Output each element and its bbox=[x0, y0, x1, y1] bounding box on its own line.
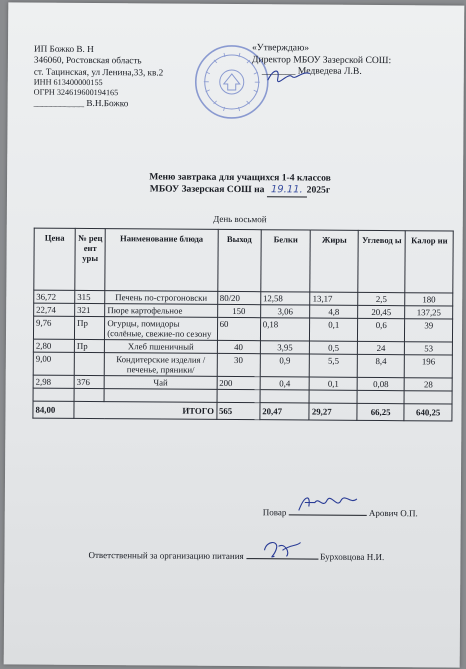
col-price: Цена bbox=[34, 228, 75, 290]
issuer-ogrn: ОГРН 324619600194165 bbox=[33, 87, 119, 98]
cook-signature-line bbox=[263, 504, 418, 518]
total-label: ИТОГО bbox=[74, 401, 217, 419]
document-page bbox=[4, 2, 465, 667]
responsible-signature bbox=[260, 538, 304, 560]
cell-carbs: 8,4 bbox=[357, 354, 405, 377]
cell-recipe: 321 bbox=[75, 303, 105, 316]
issuer-block bbox=[34, 44, 164, 111]
cell-price: 2,98 bbox=[33, 375, 74, 388]
table-row bbox=[33, 352, 452, 378]
cell-fat: 5,5 bbox=[310, 354, 358, 377]
cell-recipe: 315 bbox=[75, 290, 105, 303]
total-row bbox=[33, 401, 452, 421]
cell-dish: Кондитерские изделия /печенье, пряники/ bbox=[104, 353, 216, 377]
total-fat: 29,27 bbox=[309, 403, 357, 420]
cell-carbs: 20,45 bbox=[358, 305, 406, 318]
cell-yield: 40 bbox=[217, 340, 260, 353]
cell-carbs: 2,5 bbox=[358, 292, 406, 305]
cell-calories: 196 bbox=[405, 355, 453, 378]
cell-fat: 0,5 bbox=[310, 341, 358, 354]
issuer-inn: ИНН 613400000155 bbox=[33, 77, 103, 88]
col-dish: Наименование блюда bbox=[105, 229, 218, 292]
cell-price: 36,72 bbox=[34, 290, 75, 303]
cell-price: 9,76 bbox=[33, 316, 74, 339]
title-year: 2025г bbox=[306, 184, 331, 196]
issuer-name: ИП Божко В. Н bbox=[33, 43, 94, 55]
cell-dish: Печень по-строгоновски bbox=[105, 291, 217, 305]
cell-calories: 28 bbox=[405, 378, 453, 391]
issuer-address-2: ст. Тацинская, ул Ленина,33, кв.2 bbox=[33, 66, 164, 78]
cell-fat: 0,1 bbox=[310, 318, 358, 341]
cell-calories: 180 bbox=[405, 293, 453, 306]
col-calories: Калор ии bbox=[405, 231, 453, 293]
cook-signature bbox=[295, 492, 359, 516]
cell-carbs: 0,6 bbox=[357, 318, 405, 341]
cell-recipe: Пр bbox=[74, 316, 104, 339]
responsible-signature-line bbox=[88, 547, 384, 562]
cell-recipe: 376 bbox=[74, 375, 104, 388]
cell-recipe: Пр bbox=[74, 339, 104, 352]
cook-name: Арович О.П. bbox=[368, 507, 418, 519]
cell-recipe bbox=[74, 352, 104, 375]
cell-fat: 0,1 bbox=[310, 377, 358, 390]
cell-calories: 53 bbox=[405, 342, 453, 355]
responsible-name: Бурховцова Н.И. bbox=[320, 551, 385, 563]
title-line-2 bbox=[7, 182, 466, 198]
cell-fat: 13,17 bbox=[310, 292, 358, 305]
title-line-1: Меню завтрака для учащихся 1-4 классов bbox=[149, 171, 331, 184]
responsible-label: Ответственный за организацию питания bbox=[88, 549, 244, 562]
responsible-signature-blank bbox=[246, 548, 318, 560]
table-header-row bbox=[34, 228, 453, 293]
menu-table bbox=[32, 228, 453, 422]
cell-protein: 3,06 bbox=[260, 305, 310, 318]
cell-price: 2,80 bbox=[33, 339, 74, 352]
total-protein: 20,47 bbox=[260, 403, 310, 420]
cell-yield: 60 bbox=[217, 317, 260, 340]
cell-yield: 30 bbox=[217, 353, 260, 376]
approval-name: _______ Медведева Л.В. bbox=[261, 65, 362, 78]
cell-yield: 80/20 bbox=[217, 291, 260, 304]
day-label: День восьмой bbox=[213, 213, 267, 225]
col-yield: Выход bbox=[217, 229, 261, 291]
cell-fat: 4,8 bbox=[310, 305, 358, 318]
cell-yield: 150 bbox=[217, 304, 260, 317]
cell-dish: Чай bbox=[104, 376, 216, 390]
cook-signature-blank bbox=[289, 504, 367, 516]
document-title bbox=[7, 170, 466, 198]
cell-dish: Огурцы, помидоры (солёные, свежие-по сезону bbox=[105, 317, 217, 341]
cell-carbs: 0,08 bbox=[357, 377, 405, 390]
cell-protein: 0,9 bbox=[260, 354, 310, 377]
col-protein: Белки bbox=[261, 230, 311, 292]
cell-dish: Хлеб пшеничный bbox=[105, 340, 217, 354]
approval-heading: «Утверждаю» bbox=[251, 42, 310, 54]
cell-dish: Пюре картофельное bbox=[105, 304, 217, 318]
cell-carbs: 24 bbox=[357, 341, 405, 354]
director-signature bbox=[266, 64, 312, 86]
total-carbs: 66,25 bbox=[357, 403, 405, 420]
total-yield: 565 bbox=[216, 402, 259, 419]
title-school: МБОУ Зазерская СОШ на bbox=[149, 183, 265, 196]
cell-calories: 137,25 bbox=[405, 306, 453, 319]
col-recipe: № рец ент уры bbox=[75, 228, 106, 290]
table-row bbox=[33, 316, 452, 342]
cell-protein: 0,4 bbox=[260, 377, 310, 390]
total-price: 84,00 bbox=[33, 401, 74, 418]
approval-position: Директор МБОУ Зазерской СОШ: bbox=[251, 53, 392, 66]
cell-yield: 200 bbox=[217, 376, 260, 389]
cell-protein: 0,18 bbox=[260, 318, 310, 341]
cell-protein: 12,58 bbox=[260, 292, 310, 305]
cell-protein: 3,95 bbox=[260, 341, 310, 354]
menu-date: 19.11. bbox=[267, 184, 307, 197]
col-fat: Жиры bbox=[310, 230, 358, 292]
cook-label: Повар bbox=[262, 507, 287, 518]
cell-price: 9,00 bbox=[33, 352, 74, 375]
total-calories: 640,25 bbox=[404, 404, 452, 421]
issuer-address-1: 346060, Ростовская область bbox=[33, 55, 142, 66]
col-carbs: Углевод ы bbox=[358, 230, 406, 292]
cell-calories: 39 bbox=[405, 319, 453, 342]
issuer-signature-line: ___________ В.Н.Божко bbox=[33, 97, 129, 109]
cell-price: 22,74 bbox=[34, 303, 75, 316]
